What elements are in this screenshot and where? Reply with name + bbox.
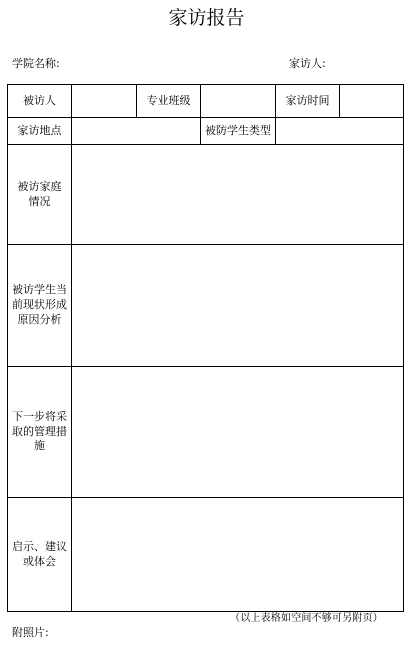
table-row	[8, 498, 404, 612]
school-name-label: 学院名称:	[12, 57, 60, 70]
label-line: 下一步将采	[12, 409, 67, 423]
major-class-label: 专业班级	[137, 85, 201, 118]
table-row	[8, 367, 404, 498]
visit-location-field[interactable]	[72, 118, 201, 145]
attachment-label: 附照片:	[12, 626, 49, 639]
visitor-label: 家访人:	[289, 57, 326, 70]
measures-label	[8, 367, 72, 498]
analysis-field[interactable]	[72, 245, 404, 367]
label-line: 或体会	[23, 554, 56, 568]
analysis-label	[8, 245, 72, 367]
table-row	[8, 118, 404, 145]
label-line: 被访学生当	[12, 283, 67, 297]
page-note: （以上表格如空间不够可另附页）	[230, 613, 383, 624]
visit-time-field[interactable]	[340, 85, 404, 118]
major-class-field[interactable]	[201, 85, 276, 118]
student-type-field[interactable]	[276, 118, 404, 145]
visit-time-label: 家访时间	[276, 85, 340, 118]
family-situation-field[interactable]	[72, 145, 404, 245]
insights-field[interactable]	[72, 498, 404, 612]
label-line: 原因分析	[17, 312, 62, 326]
visit-location-label: 家访地点	[8, 118, 72, 145]
table-row	[8, 145, 404, 245]
table-row	[8, 85, 404, 118]
label-line: 前现状形成	[12, 298, 67, 312]
page-title: 家访报告	[168, 7, 245, 29]
label-line: 启示、建议	[12, 539, 67, 553]
label-line: 施	[34, 439, 45, 453]
visited-person-label: 被访人	[8, 85, 72, 118]
label-line: 被访家庭	[17, 179, 62, 193]
table-row	[8, 245, 404, 367]
insights-label	[8, 498, 72, 612]
measures-field[interactable]	[72, 367, 404, 498]
report-table	[7, 84, 404, 612]
family-situation-label	[8, 145, 72, 245]
label-line: 情况	[28, 194, 51, 208]
student-type-label: 被防学生类型	[201, 118, 276, 145]
visited-person-field[interactable]	[72, 85, 137, 118]
label-line: 取的管理措	[12, 424, 67, 438]
